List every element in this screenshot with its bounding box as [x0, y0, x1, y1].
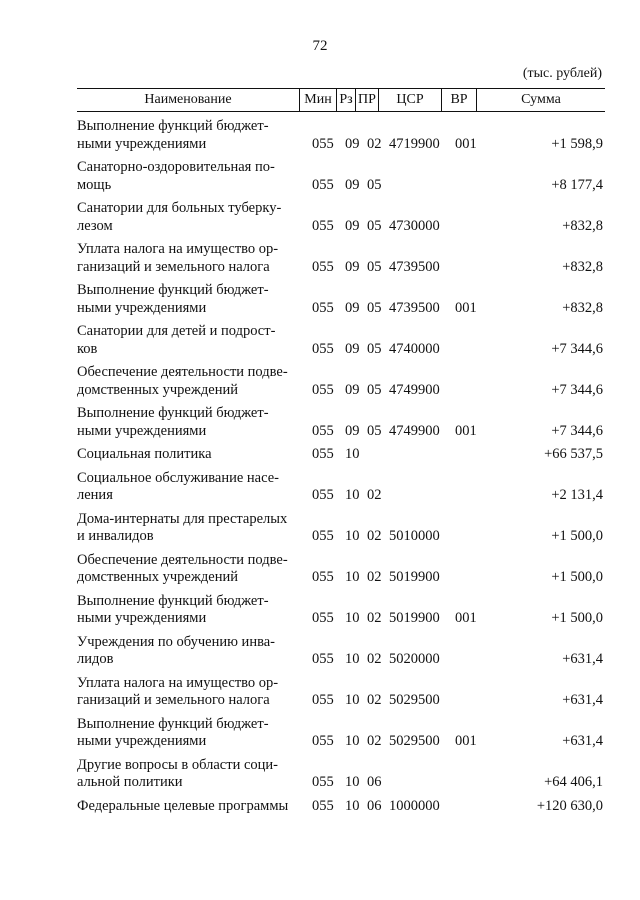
row-min: 055 — [312, 487, 334, 503]
row-rz: 10 — [345, 797, 360, 814]
row-sum: +1 500,0 — [551, 610, 603, 626]
row-name-line: ганизаций и земельного налога — [77, 258, 270, 275]
row-sum: +832,8 — [562, 299, 603, 316]
row-csr: 5019900 — [389, 569, 440, 585]
row-name-line: Санатории для детей и подрост- — [77, 323, 276, 339]
row-name — [77, 118, 299, 153]
row-min: 055 — [312, 528, 334, 544]
row-pr: 02 — [367, 135, 382, 152]
row-csr: 4739500 — [389, 299, 440, 316]
units-label: (тыс. рублей) — [522, 66, 602, 81]
row-name-line: ными учреждениями — [77, 422, 207, 439]
header-name: Наименование — [144, 92, 232, 107]
row-min: 055 — [312, 774, 334, 790]
row-pr: 02 — [367, 692, 382, 708]
table-row — [77, 675, 605, 710]
row-name-line: ления — [77, 487, 113, 503]
row-pr: 02 — [367, 651, 382, 667]
row-sum: +7 344,6 — [551, 422, 603, 439]
header-vr: ВР — [450, 92, 468, 107]
row-min: 055 — [312, 217, 334, 234]
row-sum: +631,4 — [562, 692, 603, 708]
row-name-line: Обеспечение деятельности подве- — [77, 364, 288, 380]
row-name-line: Федеральные целевые программы — [77, 797, 289, 814]
row-sum: +832,8 — [562, 217, 603, 234]
row-rz: 09 — [345, 176, 360, 193]
row-name-line: Выполнение функций бюджет- — [77, 592, 269, 609]
row-min: 055 — [312, 692, 334, 708]
row-pr: 02 — [367, 610, 382, 626]
row-sum: +7 344,6 — [551, 340, 603, 357]
row-min: 055 — [312, 135, 334, 152]
row-name — [77, 282, 299, 317]
row-name — [77, 405, 299, 440]
row-name-line: домственных учреждений — [77, 381, 238, 398]
row-min: 055 — [312, 299, 334, 316]
row-pr: 06 — [367, 797, 382, 814]
row-pr: 05 — [367, 258, 382, 275]
row-name — [77, 798, 299, 816]
row-rz: 10 — [345, 733, 360, 749]
row-name-line: и инвалидов — [77, 528, 154, 544]
row-sum: +120 630,0 — [536, 797, 603, 814]
table-row — [77, 323, 605, 358]
row-csr: 5020000 — [389, 651, 440, 667]
row-pr: 05 — [367, 217, 382, 234]
row-min: 055 — [312, 733, 334, 749]
row-rz: 09 — [345, 381, 360, 398]
header-min: Мин — [304, 92, 332, 107]
row-name-line: Санатории для больных туберку- — [77, 200, 282, 216]
row-name — [77, 241, 299, 276]
row-csr: 4740000 — [389, 340, 440, 357]
row-vr: 001 — [455, 299, 477, 316]
row-name-line: мощь — [77, 176, 112, 193]
row-rz: 10 — [345, 487, 360, 503]
row-rz: 10 — [345, 569, 360, 585]
row-name-line: Выполнение функций бюджет- — [77, 715, 269, 732]
row-min: 055 — [312, 651, 334, 667]
row-name — [77, 200, 299, 235]
row-sum: +631,4 — [562, 733, 603, 749]
row-rz: 10 — [345, 528, 360, 544]
table-row — [77, 798, 605, 816]
header-pr: ПР — [358, 92, 376, 107]
table-row — [77, 593, 605, 628]
row-min: 055 — [312, 569, 334, 585]
row-name-line: Обеспечение деятельности подве- — [77, 551, 288, 568]
row-rz: 09 — [345, 299, 360, 316]
row-min: 055 — [312, 610, 334, 626]
row-name — [77, 552, 299, 587]
table-row — [77, 241, 605, 276]
row-name-line: Другие вопросы в области соци- — [77, 756, 278, 773]
table-row — [77, 552, 605, 587]
table-row — [77, 757, 605, 792]
row-csr: 4719900 — [389, 135, 440, 152]
row-rz: 10 — [345, 692, 360, 708]
row-rz: 10 — [345, 610, 360, 626]
row-name — [77, 323, 299, 358]
row-name-line: Выполнение функций бюджет- — [77, 118, 269, 134]
row-rz: 09 — [345, 340, 360, 357]
row-rz: 09 — [345, 217, 360, 234]
row-name-line: ными учреждениями — [77, 610, 207, 626]
row-vr: 001 — [455, 422, 477, 439]
table-row — [77, 511, 605, 546]
row-csr: 4749900 — [389, 381, 440, 398]
row-name-line: ков — [77, 340, 98, 357]
row-min: 055 — [312, 797, 334, 814]
row-min: 055 — [312, 422, 334, 439]
row-csr: 5029500 — [389, 692, 440, 708]
row-pr: 05 — [367, 340, 382, 357]
table-row — [77, 200, 605, 235]
row-pr: 02 — [367, 487, 382, 503]
row-sum: +64 406,1 — [544, 774, 603, 790]
row-pr: 05 — [367, 299, 382, 316]
row-name — [77, 159, 299, 194]
row-csr: 5019900 — [389, 610, 440, 626]
row-vr: 001 — [455, 135, 477, 152]
row-name — [77, 593, 299, 628]
row-name-line: Социальная политика — [77, 446, 212, 462]
row-name-line: Выполнение функций бюджет- — [77, 282, 269, 298]
table-row — [77, 364, 605, 399]
row-pr: 02 — [367, 528, 382, 544]
row-min: 055 — [312, 176, 334, 193]
row-csr: 4739500 — [389, 258, 440, 275]
table-row — [77, 716, 605, 751]
row-sum: +8 177,4 — [551, 176, 603, 193]
row-pr: 06 — [367, 774, 382, 790]
row-sum: +1 598,9 — [551, 135, 603, 152]
row-pr: 05 — [367, 381, 382, 398]
row-vr: 001 — [455, 733, 477, 749]
row-name — [77, 716, 299, 751]
table-row — [77, 405, 605, 440]
row-name-line: Выполнение функций бюджет- — [77, 405, 269, 421]
table-row — [77, 470, 605, 505]
row-csr: 5010000 — [389, 528, 440, 544]
table-row — [77, 118, 605, 153]
row-sum: +7 344,6 — [551, 381, 603, 398]
row-sum: +1 500,0 — [551, 569, 603, 585]
row-name-line: Учреждения по обучению инва- — [77, 633, 275, 650]
table-row — [77, 159, 605, 194]
page-number: 72 — [312, 38, 328, 54]
row-name-line: альной политики — [77, 774, 183, 790]
row-rz: 09 — [345, 258, 360, 275]
row-name-line: лезом — [77, 217, 113, 234]
row-name — [77, 470, 299, 505]
row-csr: 5029500 — [389, 733, 440, 749]
row-name — [77, 634, 299, 669]
row-sum: +66 537,5 — [544, 446, 603, 462]
header-csr: ЦСР — [396, 92, 424, 107]
table-row — [77, 634, 605, 669]
row-csr: 1000000 — [389, 797, 440, 814]
row-name — [77, 675, 299, 710]
table-row — [77, 282, 605, 317]
budget-table-body — [77, 118, 605, 821]
row-name — [77, 364, 299, 399]
row-name-line: ганизаций и земельного налога — [77, 692, 270, 708]
row-name-line: Санаторно-оздоровительная по- — [77, 159, 275, 175]
row-sum: +1 500,0 — [551, 528, 603, 544]
row-min: 055 — [312, 446, 334, 462]
row-name-line: домственных учреждений — [77, 569, 238, 585]
row-rz: 10 — [345, 446, 360, 462]
row-vr: 001 — [455, 610, 477, 626]
row-name-line: Дома-интернаты для престарелых — [77, 510, 288, 527]
row-pr: 05 — [367, 176, 382, 193]
row-pr: 02 — [367, 569, 382, 585]
table-header — [77, 88, 605, 112]
row-min: 055 — [312, 381, 334, 398]
row-sum: +832,8 — [562, 258, 603, 275]
row-name — [77, 446, 299, 464]
row-rz: 10 — [345, 774, 360, 790]
row-pr: 02 — [367, 733, 382, 749]
row-name-line: Уплата налога на имущество ор- — [77, 241, 279, 257]
row-csr: 4749900 — [389, 422, 440, 439]
row-name-line: лидов — [77, 651, 114, 667]
row-name-line: Социальное обслуживание насе- — [77, 469, 279, 486]
row-pr: 05 — [367, 422, 382, 439]
header-sum: Сумма — [521, 92, 561, 107]
row-min: 055 — [312, 258, 334, 275]
row-min: 055 — [312, 340, 334, 357]
row-rz: 09 — [345, 135, 360, 152]
row-name-line: ными учреждениями — [77, 299, 207, 316]
row-name — [77, 757, 299, 792]
row-rz: 10 — [345, 651, 360, 667]
row-name-line: ными учреждениями — [77, 733, 207, 749]
row-sum: +631,4 — [562, 651, 603, 667]
row-csr: 4730000 — [389, 217, 440, 234]
row-sum: +2 131,4 — [551, 487, 603, 503]
row-name-line: Уплата налога на имущество ор- — [77, 674, 279, 691]
row-name — [77, 511, 299, 546]
table-row — [77, 446, 605, 464]
header-rz: Рз — [339, 92, 353, 107]
row-rz: 09 — [345, 422, 360, 439]
row-name-line: ными учреждениями — [77, 135, 207, 152]
